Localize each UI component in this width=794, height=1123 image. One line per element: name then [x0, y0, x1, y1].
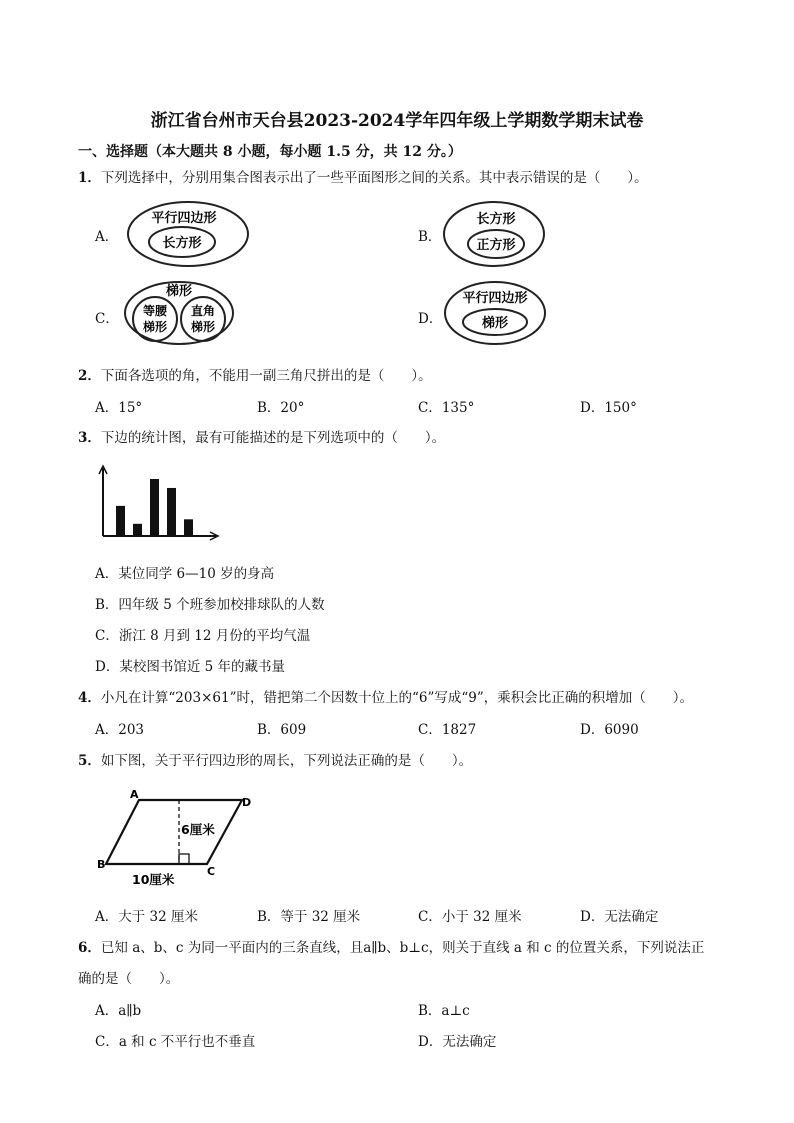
- right-angle-mark: [179, 854, 189, 864]
- base-label: 10厘米: [132, 872, 175, 887]
- venn-right-label-2: 梯形: [190, 320, 216, 334]
- venn-outer-label: 长方形: [476, 212, 516, 227]
- section-heading: 一、选择题（本大题共 8 小题，每小题 1.5 分，共 12 分。）: [78, 144, 462, 160]
- option-a: A．203: [95, 722, 145, 738]
- question-3: [78, 426, 445, 446]
- venn-diagram-d: [443, 280, 549, 346]
- venn-left-label-1: 等腰: [142, 304, 168, 318]
- venn-outer-label: 平行四边形: [462, 291, 528, 306]
- question-number: 2．: [78, 368, 101, 384]
- vertex-a-label: A: [130, 788, 139, 801]
- question-4: [78, 686, 693, 706]
- question-6-cont: 确的是（ ）。: [78, 971, 180, 987]
- option-b: B．等于 32 厘米: [257, 909, 361, 925]
- option-d: D．某校图书馆近 5 年的藏书量: [95, 659, 285, 675]
- question-1: [78, 166, 648, 186]
- question-6: [78, 936, 704, 956]
- option-c: C．1827: [418, 722, 477, 738]
- option-b: B．四年级 5 个班参加校排球队的人数: [95, 597, 325, 613]
- question-text: 下边的统计图，最有可能描述的是下列选项中的（ ）。: [100, 430, 446, 446]
- option-a: A．a∥b: [95, 1003, 142, 1019]
- option-c: C．浙江 8 月到 12 月份的平均气温: [95, 628, 311, 644]
- venn-diagram-a: [124, 198, 254, 270]
- option-label: D．: [418, 311, 443, 327]
- option-b: B．20°: [257, 400, 305, 416]
- venn-inner-label: 正方形: [476, 238, 516, 253]
- vertex-b-label: B: [97, 858, 106, 871]
- chart-bar: [184, 519, 193, 535]
- question-number: 4．: [78, 690, 101, 706]
- question-text: 已知 a、b、c 为同一平面内的三条直线，且a∥b、b⊥c，则关于直线 a 和 c 的位置关系，下列说法正: [100, 940, 705, 956]
- option-c: C．a 和 c 不平行也不垂直: [95, 1034, 256, 1050]
- question-text: 如下图，关于平行四边形的周长，下列说法正确的是（ ）。: [100, 753, 473, 769]
- bar-chart: [92, 462, 222, 542]
- vertex-d-label: D: [242, 796, 252, 809]
- question-text: 下面各选项的角，不能用一副三角尺拼出的是（ ）。: [100, 368, 432, 384]
- option-d: D．150°: [580, 400, 637, 416]
- option-a: A．某位同学 6—10 岁的身高: [95, 566, 275, 582]
- chart-bar: [150, 479, 159, 535]
- option-d: D．无法确定: [418, 1034, 497, 1050]
- vertex-c-label: C: [207, 865, 216, 878]
- option-c: C．小于 32 厘米: [418, 909, 522, 925]
- venn-inner-label: 梯形: [481, 316, 509, 331]
- question-5: [78, 749, 472, 769]
- chart-bar: [167, 488, 176, 535]
- parallelogram: [106, 800, 242, 864]
- venn-outer-label: 平行四边形: [151, 211, 217, 226]
- venn-inner-label: 长方形: [162, 236, 202, 251]
- venn-diagram-b: [440, 198, 550, 270]
- chart-bar: [133, 524, 142, 535]
- venn-right-label-1: 直角: [190, 304, 216, 318]
- question-number: 6．: [78, 940, 101, 956]
- height-label: 6厘米: [181, 822, 215, 837]
- option-label: A．: [95, 229, 119, 245]
- option-c: C．135°: [418, 400, 475, 416]
- chart-bar: [116, 506, 125, 535]
- question-number: 3．: [78, 430, 101, 446]
- venn-diagram-c: [122, 278, 238, 348]
- venn-left-label-2: 梯形: [142, 320, 168, 334]
- option-a: A．15°: [95, 400, 143, 416]
- option-b: B．a⊥c: [418, 1003, 470, 1019]
- parallelogram-figure: [92, 788, 262, 892]
- question-number: 1．: [78, 170, 101, 186]
- option-d: D．6090: [580, 722, 639, 738]
- question-text: 下列选择中，分别用集合图表示出了一些平面图形之间的关系。其中表示错误的是（ ）。: [100, 170, 648, 186]
- option-d: D．无法确定: [580, 909, 659, 925]
- option-label: B．: [418, 229, 442, 245]
- option-a: A．大于 32 厘米: [95, 909, 199, 925]
- venn-outer-label: 梯形: [165, 284, 193, 299]
- question-2: [78, 364, 432, 384]
- option-label: C．: [95, 311, 119, 327]
- option-b: B．609: [257, 722, 307, 738]
- question-number: 5．: [78, 753, 101, 769]
- question-text: 小凡在计算“203×61”时，错把第二个因数十位上的“6”写成“9”，乘积会比正确的积增加（ ）。: [100, 690, 694, 706]
- page-title: 浙江省台州市天台县2023-2024学年四年级上学期数学期末试卷: [150, 111, 644, 131]
